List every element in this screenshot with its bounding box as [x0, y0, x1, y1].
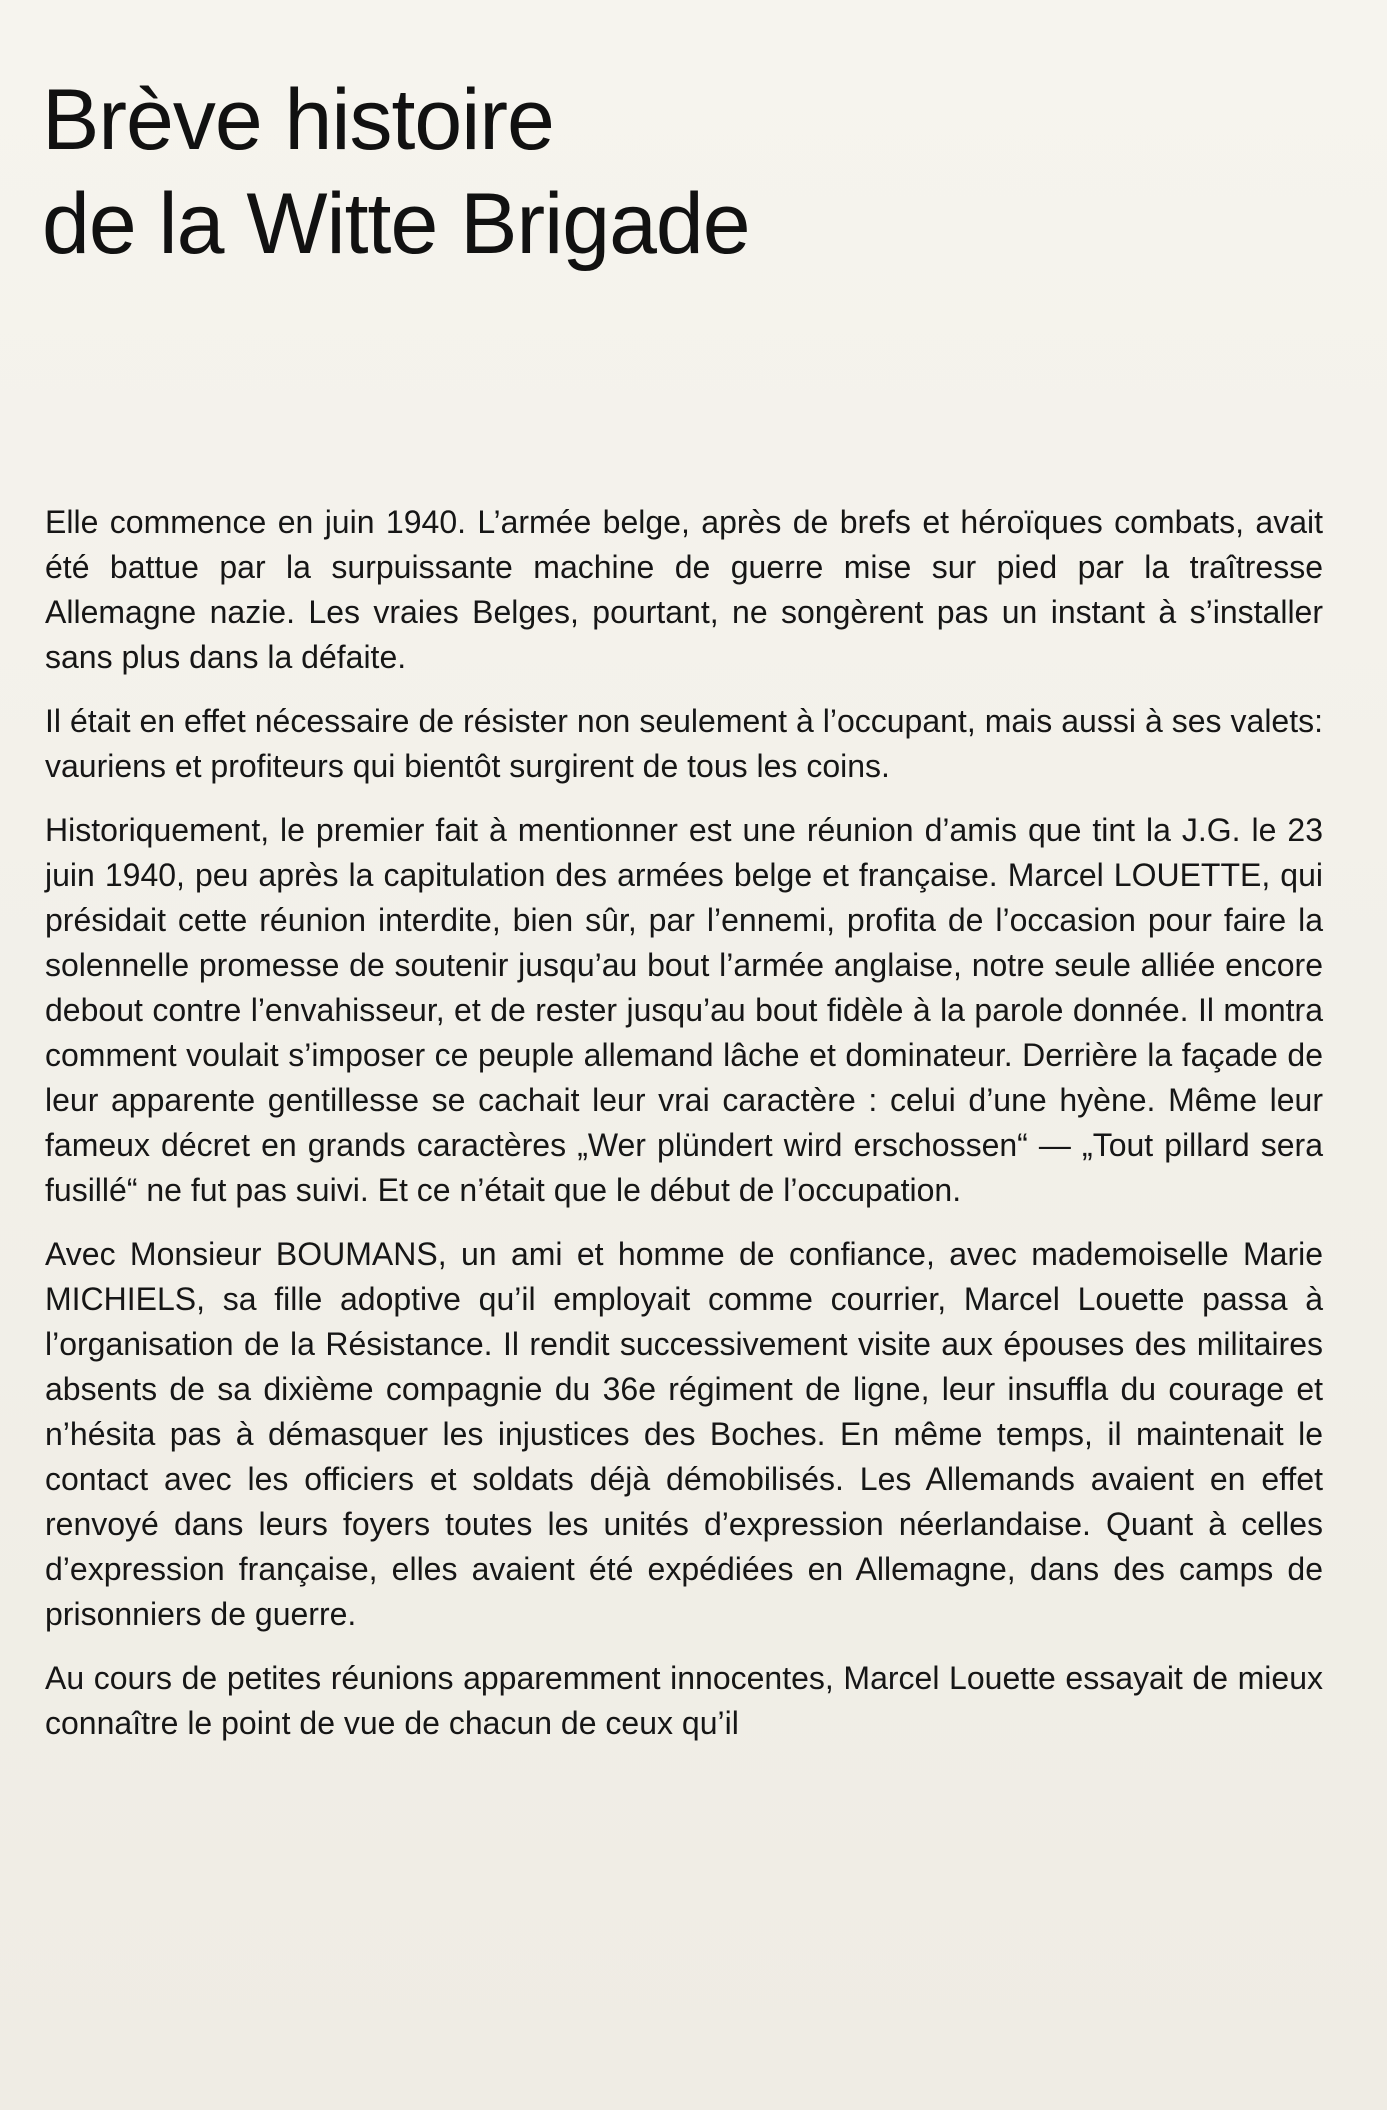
page-title — [42, 68, 750, 276]
article-body — [45, 500, 1323, 1746]
paragraph-4: Avec Monsieur BOUMANS, un ami et homme de confiance, avec mademoiselle Marie MICHIELS, sa fille adoptive qu’il employait comme courrier, Marcel Louette passa à l’organisation de la Résistance. Il rendit successivement visite aux épouses des militaires absents de sa dixième compagnie du 36e régiment de ligne, leur insuffla du courage et n’hésita pas à démasquer les injustices des Boches. En même temps, il maintenait le contact avec les officiers et soldats déjà démobilisés. Les Allemands avaient en effet renvoyé dans leurs foyers toutes les unités d’expression néerlandaise. Quant à celles d’expression française, elles avaient été expédiées en Allemagne, dans des camps de prisonniers de guerre. — [45, 1236, 1323, 1632]
title-line-1: Brève histoire — [42, 72, 554, 168]
title-line-2: de la Witte Brigade — [42, 176, 750, 272]
paragraph-3: Historiquement, le premier fait à mentionner est une réunion d’amis que tint la J.G. le 23 juin 1940, peu après la capitulation des armées belge et française. Marcel LOUETTE, qui présidait cette réunion interdite, bien sûr, par l’ennemi, profita de l’occasion pour faire la solennelle promesse de soutenir jusqu’au bout l’armée anglaise, notre seule alliée encore debout contre l’envahisseur, et de rester jusqu’au bout fidèle à la parole donnée. Il montra comment voulait s’imposer ce peuple allemand lâche et dominateur. Derrière la façade de leur apparente gentillesse se cachait leur vrai caractère : celui d’une hyène. Même leur fameux décret en grands caractères „Wer plündert wird erschossen“ — „Tout pillard sera fusillé“ ne fut pas suivi. Et ce n’était que le début de l’occupation. — [45, 812, 1323, 1208]
paragraph-5: Au cours de petites réunions apparemment innocentes, Marcel Louette essayait de mieux connaître le point de vue de chacun de ceux qu’il — [45, 1660, 1323, 1741]
paragraph-1: Elle commence en juin 1940. L’armée belge, après de brefs et héroïques combats, avait été battue par la surpuissante machine de guerre mise sur pied par la traîtresse Allemagne nazie. Les vraies Belges, pourtant, ne songèrent pas un instant à s’installer sans plus dans la défaite. — [45, 504, 1323, 675]
paragraph-2: Il était en effet nécessaire de résister non seulement à l’occupant, mais aussi à ses valets: vauriens et profiteurs qui bientôt surgirent de tous les coins. — [45, 703, 1323, 784]
